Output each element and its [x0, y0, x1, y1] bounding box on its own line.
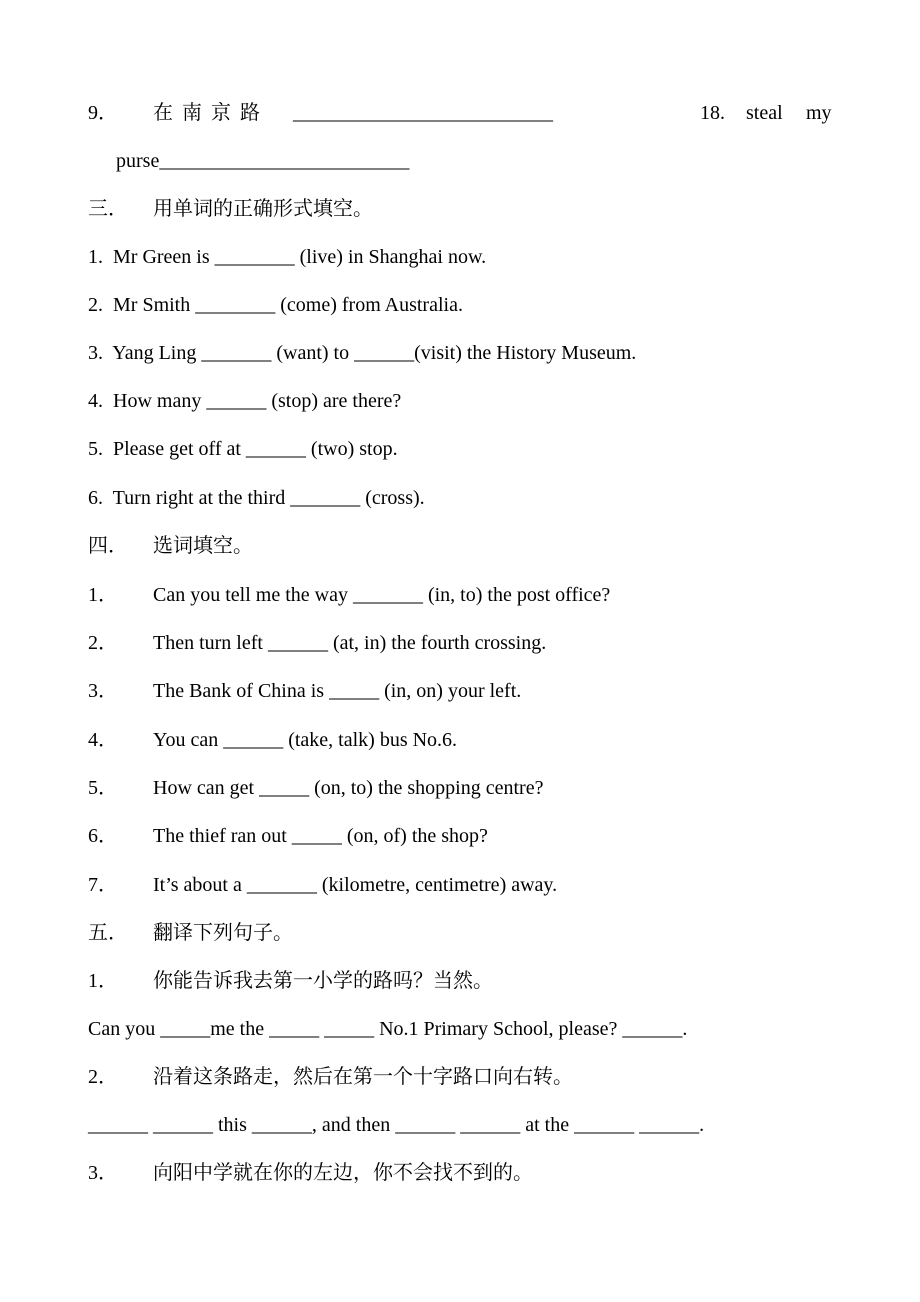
item-text: It’s about a _______ (kilometre, centimetre) away.: [153, 874, 558, 896]
item-text: steal: [746, 102, 783, 124]
item-number: 1．: [88, 584, 118, 606]
answer-line: ______ ______ this ______, and then ______ ______ at the ______ ______.: [88, 1114, 705, 1136]
item-text: 沿着这条路走，然后在第一个十字路口向右转。: [153, 1066, 573, 1088]
item-number: 3．: [88, 680, 118, 702]
item-number: 9．: [88, 102, 118, 124]
exercise-line: 5. Please get off at ______ (two) stop.: [88, 438, 398, 460]
item-text: You can ______ (take, talk) bus No.6.: [153, 729, 458, 751]
item-text: Can you tell me the way _______ (in, to) the post office?: [153, 584, 611, 606]
section-heading: 选词填空。: [153, 535, 253, 557]
section-heading: 用单词的正确形式填空。: [153, 198, 373, 220]
item-number: 6．: [88, 825, 118, 847]
item-number: 2．: [88, 632, 118, 654]
exercise-line: 1. Mr Green is ________ (live) in Shanghai now.: [88, 246, 487, 268]
item-text: The Bank of China is _____ (in, on) your left.: [153, 680, 522, 702]
item-number: 18.: [700, 102, 725, 124]
item-text: The thief ran out _____ (on, of) the shop?: [153, 825, 488, 847]
section-heading: 翻译下列句子。: [153, 922, 293, 944]
section-number: 三．: [88, 198, 128, 220]
item-text: 你能告诉我去第一小学的路吗？当然。: [153, 970, 493, 992]
item-number: 7．: [88, 874, 118, 896]
exercise-line: 2. Mr Smith ________ (come) from Australia.: [88, 294, 463, 316]
item-number: 4．: [88, 729, 118, 751]
item-text: my: [806, 102, 832, 124]
section-number: 四．: [88, 535, 128, 557]
section-number: 五．: [88, 922, 128, 944]
item-number: 5．: [88, 777, 118, 799]
item-text: Then turn left ______ (at, in) the fourth crossing.: [153, 632, 547, 654]
item-number: 2．: [88, 1066, 118, 1088]
exercise-line: 4. How many ______ (stop) are there?: [88, 390, 402, 412]
answer-line: Can you _____me the _____ _____ No.1 Primary School, please? ______.: [88, 1018, 688, 1040]
item-text: 在 南 京 路: [153, 102, 262, 124]
item-text: How can get _____ (on, to) the shopping centre?: [153, 777, 544, 799]
item-number: 1．: [88, 970, 118, 992]
exercise-line: 3. Yang Ling _______ (want) to ______(visit) the History Museum.: [88, 342, 637, 364]
answer-blank[interactable]: __________________________: [293, 102, 553, 124]
item-number: 3．: [88, 1162, 118, 1184]
exercise-line: 6. Turn right at the third _______ (cross).: [88, 487, 425, 509]
item-text: purse_________________________: [116, 150, 410, 172]
item-text: 向阳中学就在你的左边，你不会找不到的。: [153, 1162, 533, 1184]
